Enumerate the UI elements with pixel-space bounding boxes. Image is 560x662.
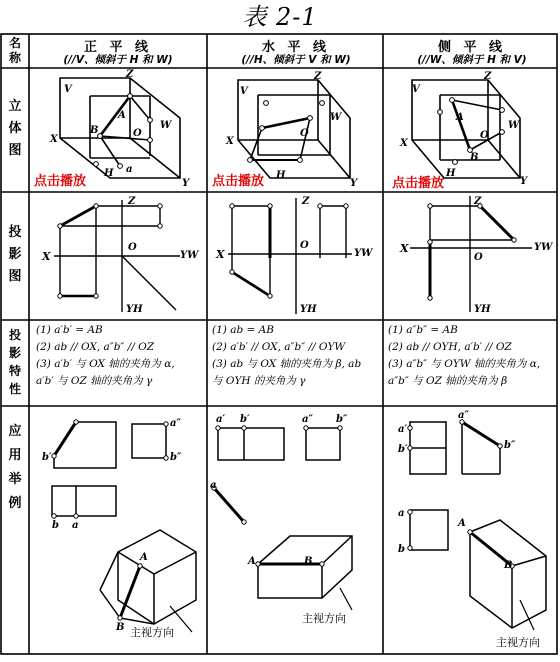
ex-label-A-1: A [140,552,148,563]
label-v-2: V [240,86,248,97]
row-label-example: 应用举例 [8,424,22,511]
row-label-solid: 立体图 [8,99,22,158]
proj-yw-2: YW [354,248,373,259]
proj-z-3: Z [474,196,482,207]
ex-label-a2-3: a″ [458,410,469,421]
proj-x-1: X [42,250,51,263]
ex-label-a-1: a [72,520,79,531]
proj-z-1: Z [128,196,136,207]
ex-label-a2-1: a″ [170,418,181,429]
proj-yh-1: YH [126,304,143,315]
label-v-1: V [64,84,72,95]
label-x-1: X [50,134,58,145]
proj-yw-3: YW [534,242,553,253]
label-O-1: O [133,128,142,139]
property-frontal-3: (3) a′b′ 与 OX 轴的夹角为 α, [36,358,175,370]
label-y-3: Y [520,176,528,187]
row-label-projection: 投影图 [8,225,22,284]
label-a-1: a [126,164,133,175]
label-O-2: O [300,128,309,139]
main-view-label-3: 主视方向 [496,636,540,649]
ex-label-a-2: a [210,480,217,491]
play-button-frontal[interactable]: 点击播放 [34,174,87,189]
property-frontal-2: (2) ab // OX, a″b″ // OZ [36,341,154,353]
label-B-1: B [90,125,99,136]
property-profile-1: (1) a″b″ = AB [388,324,458,336]
label-O-3: O [480,130,489,141]
main-view-label-1: 主视方向 [130,626,174,639]
label-h-3: H [446,168,456,179]
label-z-2: Z [314,71,322,82]
property-profile-4: a″b″ 与 OZ 轴的夹角为 β [388,375,508,387]
label-h-2: H [276,170,286,181]
header-profile-line: 侧 平 线 [437,40,507,55]
header-name-label: 名称 [8,36,21,65]
ex-label-b-3: b [398,544,405,555]
label-y-1: Y [182,178,190,189]
label-A-3: A [456,112,464,123]
proj-o-2: O [300,240,309,251]
row-label-property: 投影特性 [8,328,21,396]
play-button-horizontal[interactable]: 点击播放 [212,174,265,189]
proj-z-2: Z [302,196,310,207]
ex-label-b2-1: b″ [170,452,182,463]
ex-label-a1-3: a′ [398,424,408,435]
ex-label-b1-2: b′ [240,414,250,425]
property-horizontal-3: (3) ab 与 OX 轴的夹角为 β, ab [212,358,362,370]
label-x-3: X [400,138,408,149]
label-x-2: X [226,136,234,147]
ex-label-a2-2: a″ [302,414,313,425]
ex-label-b2-3: b″ [504,440,516,451]
label-z-3: Z [484,71,492,82]
label-h-1: H [104,168,114,179]
ex-label-B-3: B [504,560,513,571]
property-horizontal-1: (1) ab = AB [212,324,274,336]
ex-label-B-2: B [304,556,313,567]
header-horizontal-line: 水 平 线 [261,40,331,55]
label-y-2: Y [350,178,358,189]
property-frontal-4: a′b′ 与 OZ 轴的夹角为 γ [36,375,153,387]
label-A-1: A [118,110,126,121]
property-profile-2: (2) ab // OYH, a′b′ // OZ [388,341,512,353]
header-frontal-line-sub: (//V、倾斜于 H 和 W) [63,54,173,66]
proj-yw-1: YW [180,250,199,261]
ex-label-a-3: a [398,508,405,519]
proj-yh-2: YH [300,304,317,315]
proj-x-2: X [216,248,225,261]
ex-label-b1-1: b′ [42,452,52,463]
ex-label-b1-3: b′ [398,444,408,455]
proj-yh-3: YH [474,304,491,315]
label-z-1: Z [126,69,134,80]
proj-o-3: O [474,252,483,263]
header-profile-line-sub: (//W、倾斜于 H 和 V) [417,54,527,66]
property-horizontal-2: (2) a′b′ // OX, a″b″ // OYW [212,341,346,353]
property-horizontal-4: 与 OYH 的夹角为 γ [212,375,306,387]
ex-label-A-2: A [248,556,256,567]
ex-label-A-3: A [458,518,466,529]
label-B-3: B [470,152,479,163]
label-v-3: V [412,84,420,95]
main-view-label-2: 主视方向 [302,612,346,625]
ex-label-b-1: b [52,520,59,531]
table-title: 表 2-1 [242,3,318,31]
header-frontal-line: 正 平 线 [83,40,153,55]
ex-label-B-1: B [116,622,125,633]
proj-o-1: O [128,242,137,253]
ex-label-b2-2: b″ [336,414,348,425]
proj-x-3: X [400,242,409,255]
label-w-2: W [330,112,342,123]
header-horizontal-line-sub: (//H、倾斜于 V 和 W) [241,54,351,66]
label-w-3: W [508,120,520,131]
property-profile-3: (3) a″b″ 与 OYW 轴的夹角为 α, [388,358,541,370]
play-button-profile[interactable]: 点击播放 [392,176,445,191]
label-w-1: W [160,120,172,131]
property-frontal-1: (1) a′b′ = AB [36,324,103,336]
ex-label-a1-2: a′ [216,414,226,425]
